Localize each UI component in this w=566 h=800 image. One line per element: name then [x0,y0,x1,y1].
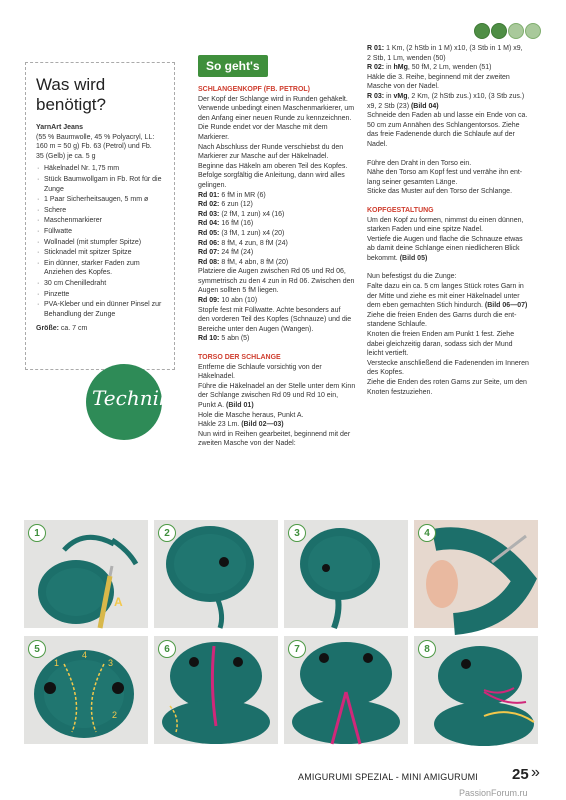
size-label: Größe: [36,325,59,333]
pattern-row [198,334,358,344]
step-photo-5 [24,636,148,744]
page-indicator [474,23,541,39]
spacer [367,150,529,159]
yarn-info [36,123,166,161]
text-line: Verwende unbedingt einen Maschenmarkierer, um [198,105,355,113]
row-text: , 50 fM, 2 Lm, wenden (51) [407,64,492,72]
photo-strip-bottom [24,636,543,744]
text-line: Beginne das Häkeln am oberen Teil des Kopfes. [198,162,348,170]
page-number: 25 [512,766,529,783]
step-photo-4 [414,520,538,628]
materials-item: · Häkelnadel Nr. 1,75 mm [36,164,166,174]
figure-ref: (Bild 06—07) [484,302,528,310]
yarn-name: YarnArt Jeans [36,124,84,131]
text-line: leicht vertieft. [367,350,409,358]
row-text: 10 abn (10) [219,297,258,305]
mark-label: 1 [54,658,60,668]
section-heading-face: KOPFGESTALTUNG [367,206,434,214]
pattern-row [367,63,529,73]
figure-ref: (Bild 01) [226,402,254,409]
text-line: Bereiche unter den Augen (Wangen). [198,325,314,333]
step-number: 2 [158,524,176,542]
size-value: ca. 7 cm [58,325,88,333]
pattern-row [198,229,358,239]
materials-item: · PVA-Kleber und ein dünner Pinsel zur Behandlung der Zunge [36,300,166,319]
text-span: Häkle 23 Lm. [198,421,242,429]
instructions-column-middle [198,55,358,449]
materials-item: · Stück Baumwollgarn in Fb. Rot für die Zunge [36,175,166,194]
yarn-line: 160 m = 50 g) Fb. 63 (Petrol) und Fb. [36,143,152,151]
instructions-column-right [367,44,529,397]
watermark: PassionForum.ru [459,788,528,798]
text-line: Vertiefe die Augen und flache die Schnauze etwas [367,235,523,243]
row-text: 16 fM (16) [219,220,254,228]
row-label: Rd 01: [198,191,220,199]
row-label: R 02: [367,64,385,72]
materials-title-line: benötigt? [36,95,106,114]
page-dot [491,23,507,39]
pattern-row [198,296,358,306]
row-text: 1 Km, (2 hStb in 1 M) x10, (3 Stb in 1 M) x9, [384,45,523,52]
wire-instruction [367,159,529,197]
text-line: des Kopfes. [367,369,404,377]
text-line: Knoten festzuziehen. [367,388,433,396]
yarn-line: 35 (Gelb) je ca. 5 g [36,152,96,160]
footer-magazine-title: AMIGURUMI SPEZIAL - MINI AMIGURUMI [298,772,478,782]
stitch-term: hMg [393,64,408,72]
pattern-row [198,219,358,229]
text-line [367,254,529,264]
point-a-label: A [114,595,123,609]
pattern-row [198,191,358,201]
materials-item: · Schere [36,206,166,216]
row-label: R 03: [367,92,385,100]
text-line: zweiten Masche von der Nadel: [198,440,296,448]
row-label: Rd 03: [198,210,220,218]
text-line: Nach Abschluss der Runde verschiebst du den [198,143,344,151]
step-number: 8 [418,640,436,658]
text-line: Führe den Draht in den Torso ein. [367,159,472,167]
step-photo-2 [154,520,278,628]
page-dot [474,23,490,39]
text-line: Knoten die freien Enden am Punkt 1 fest. Ziehe [367,331,515,339]
text-line: Nun wird in Reihen gearbeitet, beginnend mit der [198,430,351,438]
step-number: 1 [28,524,46,542]
materials-title-line: Was wird [36,75,106,94]
text-line: symmetrisch zu den 4 zun in Rd 06. Zwischen den [198,277,355,285]
step-number: 5 [28,640,46,658]
text-line: Entferne die Schlaufe vorsichtig von der Häkelnadel. [198,363,322,381]
text-line: Nun befestigst du die Zunge: [367,273,457,281]
materials-item: · 30 cm Chenilledraht [36,279,166,289]
step-photo-8 [414,636,538,744]
pattern-row [198,200,358,210]
row-label: Rd 09: [198,297,220,305]
section-heading-torso: TORSO DER SCHLANGE [198,354,281,362]
text-line: lang seiner gesamten Länge. [367,178,458,186]
step-number: 4 [418,524,436,542]
text-line: dabei gleichzeitig daran, sodass sich der Mund [367,340,513,348]
text-span: dem eben gemachten Stich hindurch. [367,302,485,310]
text-line: der Mitte und ziehe es mit einer Häkelnadel unter [367,292,520,300]
row-text: in [384,64,394,72]
text-line: Führe die Häkelnadel an der Stelle unter dem Kinn [198,382,356,390]
text-line: das freie Fadenende durch die Schlaufe auf der [367,131,515,139]
figure-ref: (Bild 04) [410,102,439,110]
row-label: Rd 07: [198,249,220,257]
mark-label: 3 [108,658,114,668]
row-label: Rd 04: [198,220,220,228]
text-line: den Anfang einer neuen Runde zu kennzeichnen. [198,114,352,122]
text-line [198,401,358,411]
step-number: 7 [288,640,306,658]
text-line [367,301,529,311]
step-photo-6 [154,636,278,744]
stuffing-instruction [198,306,358,335]
figure-ref: (Bild 05) [399,254,428,262]
text-line: den vorderen Teil des Kopfes (Schnauze) und die [198,316,352,324]
row-label: Rd 10: [198,335,220,343]
materials-item: · 1 Paar Sicherheitsaugen, 5 mm ø [36,195,166,205]
step-number: 3 [288,524,306,542]
finish-instruction [367,111,529,149]
materials-item: · Ein dünner, starker Faden zum Anziehen des Kopfes. [36,259,166,278]
pattern-row [198,258,358,268]
page-dot [525,23,541,39]
text-line: Ziehe die Enden des roten Garns zur Seite, um den [367,379,527,386]
materials-item: · Pinzette [36,290,166,300]
torso-instruction [198,363,358,449]
materials-item: · Sticknadel mit spitzer Spitze [36,248,166,258]
row-text: 24 fM (24) [219,249,254,257]
text-line: ab damit deine Schlange einen niedlicheren Blick [367,245,520,253]
mark-label: 4 [82,650,88,660]
row-label: R 01: [367,45,385,52]
text-line: Nadel. [367,140,388,148]
row-text: 6 zun (12) [219,201,253,209]
row-text: 6 fM in MR (6) [219,191,266,199]
row-label: Rd 06: [198,239,220,247]
spacer [367,263,529,272]
row-text: 8 fM, 4 zun, 8 fM (24) [219,239,288,247]
row-label: Rd 05: [198,229,220,237]
text-line [198,420,358,430]
yarn-line: (55 % Baumwolle, 45 % Polyacryl, LL: [36,133,155,141]
row-label: Rd 02: [198,201,220,209]
main-heading: So geht's [198,55,268,77]
row-text: (2 fM, 1 zun) x4 (16) [219,210,285,218]
row-text: in [384,92,394,100]
stitch-term: vMg [393,92,408,100]
text-line: Verstecke anschließend die Fadenenden im Inneren [367,359,529,367]
pattern-row [367,44,529,54]
row-label: Rd 08: [198,258,220,266]
technik-label: Technik [92,386,172,410]
pattern-row [198,210,358,220]
materials-item: · Wollnadel (mit stumpfer Spitze) [36,238,166,248]
photo-strip-top [24,520,543,628]
text-span: bekommt. [367,254,400,262]
text-line [367,102,529,112]
text-line: Ziehe die freien Enden des Garns durch die ent- [367,311,517,319]
step-photo-1 [24,520,148,628]
text-line: Schneide den Faden ab und lasse ein Ende von ca. [367,112,528,120]
pattern-row [198,239,358,249]
step-photo-3 [284,520,408,628]
pattern-row [367,92,529,102]
row-text: (3 fM, 1 zun) x4 (20) [219,229,285,237]
text-line: 50 cm zum Annähen des Schlangentorsos. Ziehe [367,121,520,129]
materials-box [25,62,175,370]
text-line: Nähe den Torso am Kopf fest und verrähe ihn ent- [367,169,523,177]
step-number: 6 [158,640,176,658]
text-span: x9, 2 Stb (23) [367,102,411,110]
tongue-instruction [367,272,529,397]
section-heading-head: SCHLANGENKOPF (FB. PETROL) [198,86,310,93]
materials-item: · Füllwatte [36,227,166,237]
text-line: Hole die Masche heraus, Punkt A. [198,411,304,419]
text-line: Sticke das Muster auf den Torso der Schlange. [367,188,513,196]
face-instruction [367,216,529,264]
text-span: Punkt A. [198,402,227,409]
step-photo-7 [284,636,408,744]
eyes-instruction [198,267,358,296]
next-page-icon: » [531,764,540,781]
text-line: Falte dazu ein ca. 5 cm langes Stück rotes Garn in [367,283,524,291]
figure-ref: (Bild 02—03) [241,421,284,429]
text-line: Augen sollten 5 fM liegen. [198,287,279,295]
text-line: Der Kopf der Schlange wird in Runden gehäkelt. [198,95,348,103]
head-intro [198,95,358,191]
text-line: starken Faden und eine spitze Nadel. [367,226,483,234]
size-info [36,325,166,332]
text-line: Markierer zur Masche auf der Häkelnadel. [198,153,329,161]
row-text: , 2 Km, (2 hStb zus.) x10, (3 Stb zus.) [407,92,525,100]
page-dot [508,23,524,39]
text-line: Stopfe fest mit Füllwatte. Achte besonders auf [198,306,341,314]
text-line: Befolge sorgfältig die Anleitung, dann wird alles [198,172,345,180]
row-text: 8 fM, 4 abn, 8 fM (20) [219,258,289,266]
text-line: Platziere die Augen zwischen Rd 05 und Rd 06, [198,268,346,276]
technik-badge [86,364,172,440]
text-line: 2 Stb, 1 Lm, wenden (50) [367,54,446,62]
text-line: gelingen. [198,181,227,189]
materials-list [36,164,166,319]
text-line: Die Runde endet vor der Masche mit dem Markierer. [198,124,328,141]
text-line: Masche von der Nadel. [367,83,439,91]
mark-label: 2 [112,710,118,720]
text-line: Um den Kopf zu formen, nimmst du einen dünnen, [367,216,524,224]
text-line: der Schlange zwischen Rd 09 und Rd 10 ein, [198,392,339,400]
text-line: standene Schlaufe. [367,321,427,329]
row-text: 5 abn (5) [219,335,250,343]
pattern-row [198,248,358,258]
text-line: Häkle die 3. Reihe, beginnend mit der zweiten [367,73,510,81]
materials-item: · Maschenmarkierer [36,216,166,226]
materials-title [36,75,166,115]
